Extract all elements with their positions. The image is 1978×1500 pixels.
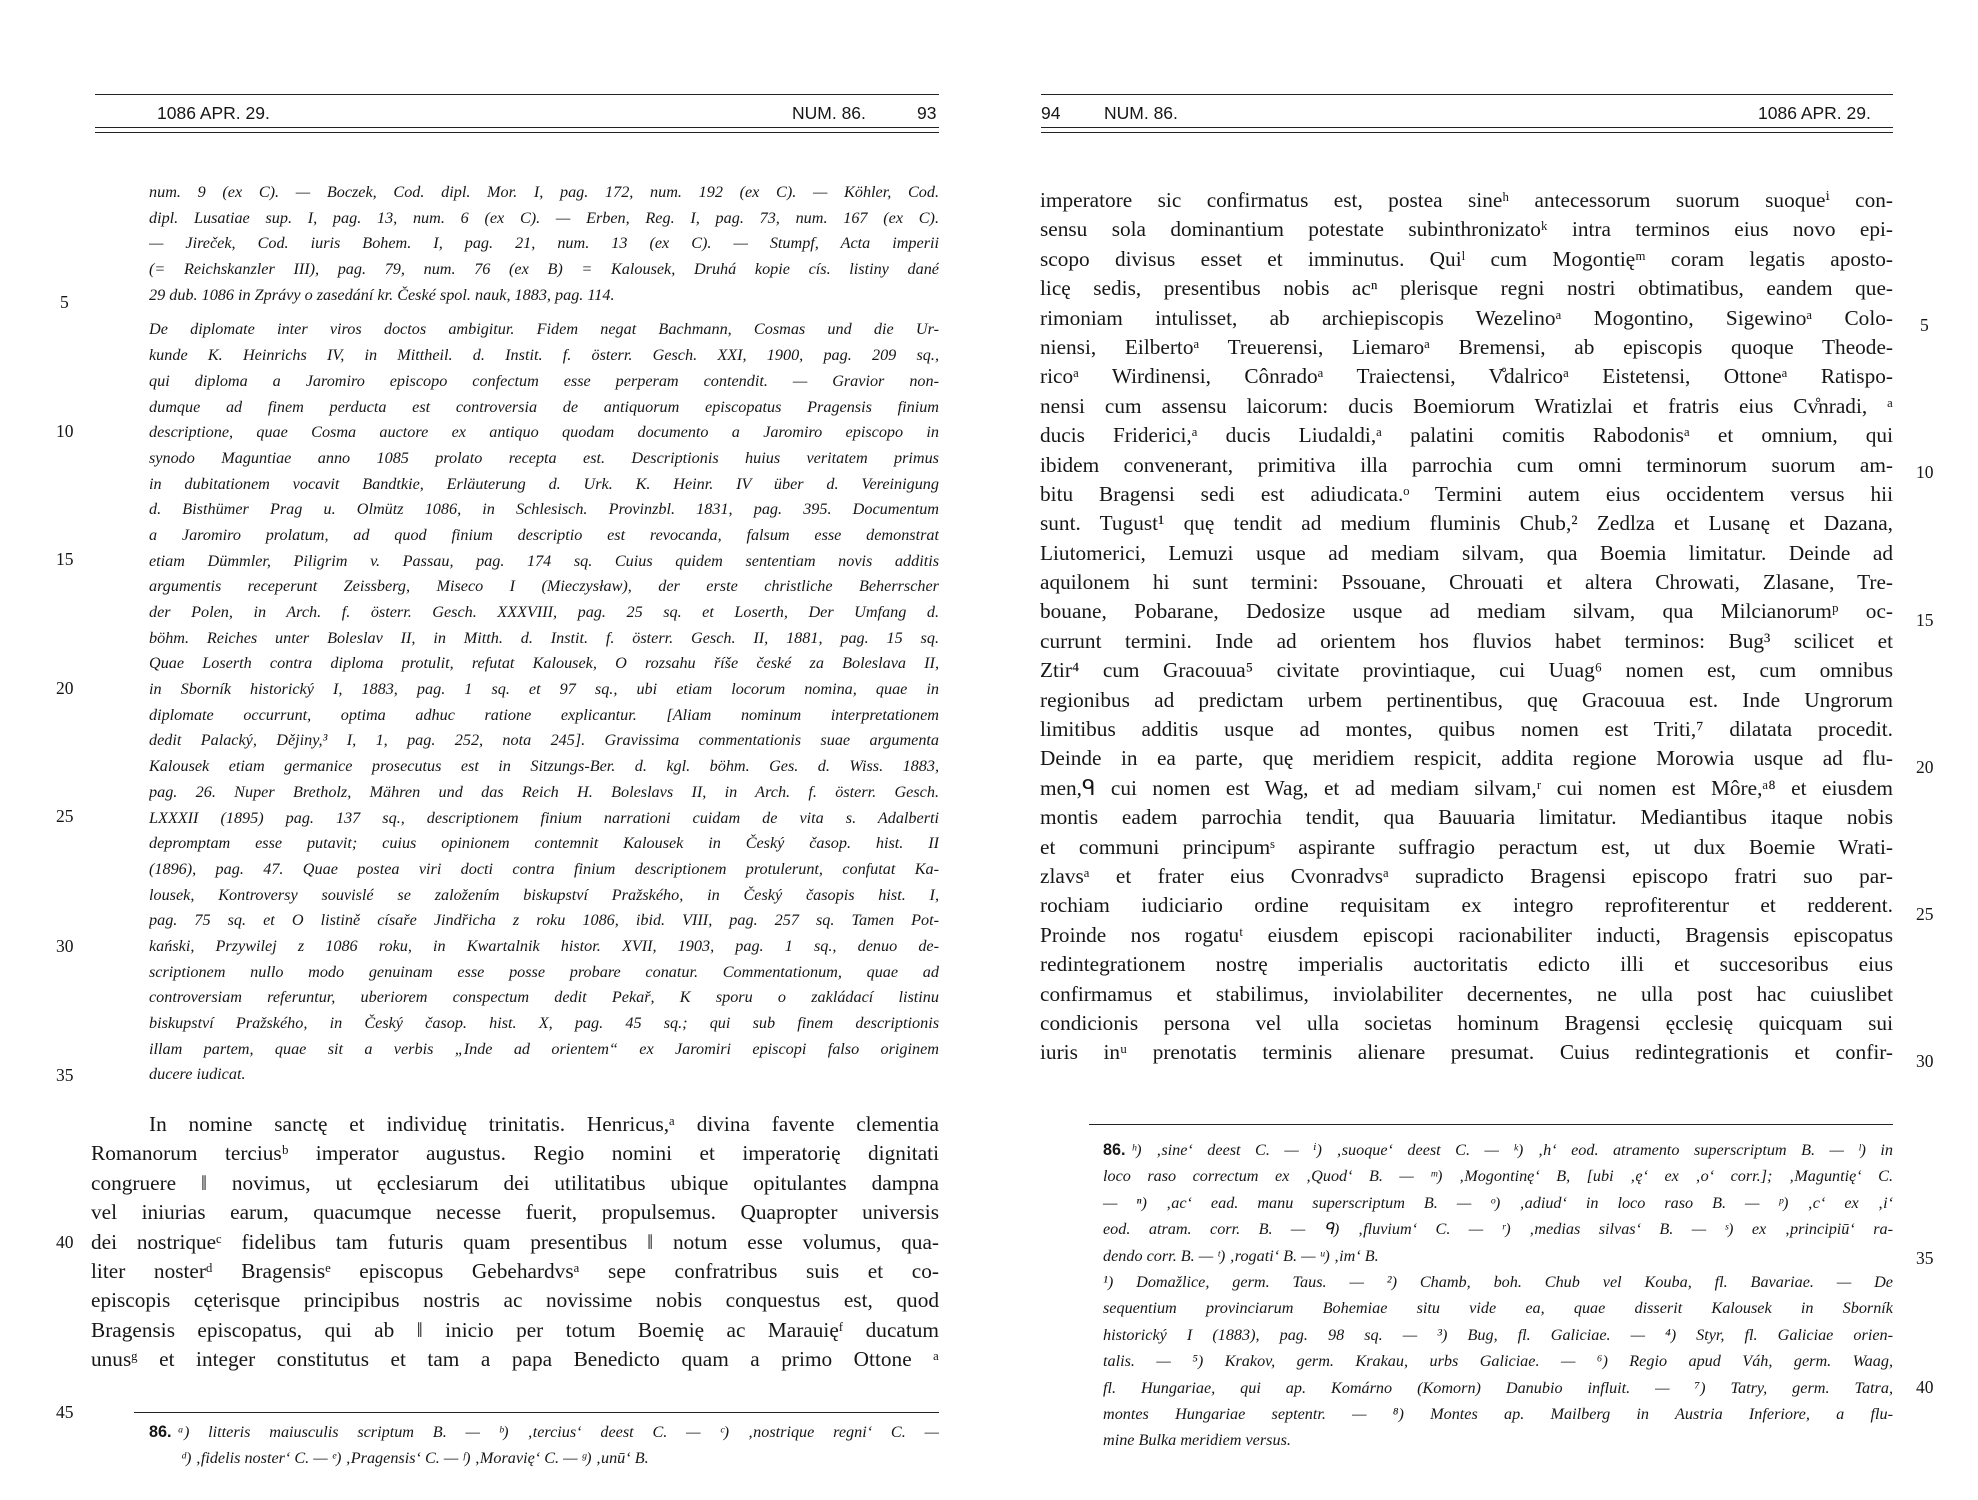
intro-line: biskupství Pražského, in Český časop. hist. X, pag. 45 sq.; qui sub finem descriptionis — [149, 1014, 939, 1032]
intro-line: etiam Dümmler, Piligrim v. Passau, pag. 174 sq. Cuius quidem sententiam novis additis — [149, 551, 939, 570]
charter-line: ducis Friderici,ᵃ ducis Liudaldi,ᵃ palatini comitis Rabodonisᵃ et omnium, qui — [1040, 423, 1893, 448]
line-number: 40 — [1916, 1377, 1934, 1397]
line-number: 45 — [56, 1402, 74, 1422]
charter-line: vel iniurias earum, quacumque necesse fuerit, propulsemus. Quapropter universis — [91, 1200, 939, 1225]
intro-line: qui diploma a Jaromiro episcopo confectum esse perperam contendit. — Gravior non- — [149, 371, 939, 390]
footnote-number: 86. — [149, 1423, 172, 1441]
line-number: 35 — [1916, 1248, 1934, 1268]
footnote-rule — [1089, 1124, 1893, 1125]
charter-text-right — [1040, 186, 1893, 1068]
footnote-line — [149, 1419, 939, 1445]
charter-line: rochiam iudiciario ordine requisitam ex integro reprofiterentur et redderent. — [1040, 893, 1893, 918]
footnote-line: ¹) Domažlice, germ. Taus. — ²) Chamb, boh. Chub vel Kouba, fl. Bavariae. — De — [1103, 1272, 1893, 1291]
charter-line: licę sedis, presentibus nobis acⁿ plerisque regni nostri obtimatibus, eandem que- — [1040, 276, 1893, 301]
line-number: 25 — [1916, 904, 1934, 924]
charter-line: congruere ‖ novimus, ut ęcclesiarum dei utilitatibus ubique opitulantes dampna — [91, 1170, 939, 1195]
line-number: 25 — [56, 806, 74, 826]
intro-line: dipl. Lusatiae sup. I, pag. 13, num. 6 (ex C). — Erben, Reg. I, pag. 73, num. 167 (ex C). — [149, 208, 939, 227]
intro-line: controversiam referuntur, uberiorem conspectum dedit Pekař, K sporu o zakládací listinu — [149, 988, 939, 1007]
line-number: 5 — [1920, 315, 1929, 335]
footnote-line: fl. Hungariae, qui ap. Komárno (Komorn) Danubio influit. — ⁷) Tatry, germ. Tatra, — [1103, 1378, 1893, 1397]
footnote-text: ᵃ) litteris maiusculis scriptum B. — ᵇ) ‚tercius‘ deest C. — ᶜ) ‚nostrique regni‘ C. — — [177, 1423, 939, 1441]
intro-gap — [149, 308, 939, 317]
intro-line: pag. 75 sq. et O listině císaře Jindřicha z roku 1086, ibid. VIII, pag. 257 sq. Tamen Pot- — [149, 911, 939, 930]
charter-line: et communi principumˢ aspirante suffragio peractum est, ut dux Boemie Wrati- — [1040, 834, 1893, 859]
charter-line: ricoᵃ Wirdinensi, Cônradoᵃ Traiectensi, V̊dalricoᵃ Eistetensi, Ottoneᵃ Ratispo- — [1040, 364, 1893, 389]
charter-line: Romanorum terciusᵇ imperator augustus. Regio nomini et imperatorię dignitati — [91, 1141, 939, 1166]
intro-line: diplomate occurrunt, optima adhuc ratione explicantur. [Aliam nominum interpretationem — [149, 705, 939, 724]
line-number: 20 — [56, 678, 74, 698]
charter-line: condicionis persona vel ulla societas hominum Bragensi ęcclesię quicquam sui — [1040, 1010, 1893, 1035]
charter-line: Liutomerici, Lemuzi usque ad mediam silvam, qua Boemia limitatur. Deinde ad — [1040, 540, 1893, 565]
charter-line: Ztir⁴ cum Gracouua⁵ civitate provintiaque, cui Uuag⁶ nomen est, cum omnibus — [1040, 658, 1893, 683]
charter-line: limitibus additis usque ad montes, quibus nomen est Triti,⁷ dilatata procedit. — [1040, 717, 1893, 742]
intro-line: num. 9 (ex C). — Boczek, Cod. dipl. Mor. I, pag. 172, num. 192 (ex C). — Köhler, Cod. — [149, 183, 939, 201]
charter-line: nensi cum assensu laicorum: ducis Boemiorum Wratizlai et fratris eius Cv̊nradi, ᵃ — [1040, 393, 1893, 418]
left-header-num: NUM. 86. — [792, 103, 866, 123]
charter-line: currunt termini. Inde ad orientem hos fluvios habet terminos: Bug³ scilicet et — [1040, 628, 1893, 653]
intro-line: synodo Maguntiae anno 1085 prolato recepta est. Descriptionis huius veritatem primus — [149, 448, 939, 467]
charter-line: bitu Bragensi sedi est adiudicata.ᵒ Termini autem eius occidentem versus hii — [1040, 481, 1893, 506]
intro-line: in dubitationem vocavit Bandtkie, Erläuterung d. Urk. K. Heinr. IV über d. Vereinigung — [149, 474, 939, 493]
charter-line: Bragensis episcopatus, qui ab ‖ inicio per totum Boemię ac Marauięᶠ ducatum — [91, 1317, 939, 1342]
charter-line: bouane, Pobarane, Dedosize usque ad mediam silvam, qua Milcianorumᵖ oc- — [1040, 599, 1893, 624]
footnote-line: montes Hungariae septentr. — ⁸) Montes ap. Mailberg in Austria Inferiore, a flu- — [1103, 1404, 1893, 1423]
footnote-line: historický I (1883), pag. 98 sq. — ³) Bug, fl. Galiciae. — ⁴) Styr, fl. Galiciae orien- — [1103, 1325, 1893, 1344]
intro-line: — Jireček, Cod. iuris Bohem. I, pag. 21, num. 13 (ex C). — Stumpf, Acta imperii — [149, 234, 939, 253]
charter-line: rimoniam intulisset, ab archiepiscopis Wezelinoᵃ Mogontino, Sigewinoᵃ Colo- — [1040, 305, 1893, 330]
footnote-line: eod. atram. corr. B. — ᑫ) ‚fluvium‘ C. — ʳ) ‚medias silvas‘ B. — ˢ) ex ‚principiū‘ ra- — [1103, 1220, 1893, 1239]
intro-line: Quae Loserth contra diploma protulit, refutat Kalousek, O rozsahu říše české za Boleslava II, — [149, 654, 939, 673]
line-number: 30 — [56, 936, 74, 956]
intro-line: böhm. Reiches unter Boleslav II, in Mitth. d. Instit. f. österr. Gesch. II, 1881, pag. 15 sq. — [149, 628, 939, 647]
charter-line: sensu sola dominantium potestate subinthronizatoᵏ intra terminos eius novo epi- — [1040, 217, 1893, 242]
right-page — [989, 0, 1978, 1500]
charter-line: scopo divisus esset et imminutus. Quiˡ cum Mogontięᵐ coram legatis aposto- — [1040, 246, 1893, 271]
charter-line: Deinde in ea parte, quę meridiem respicit, addita regione Morowia usque ad flu- — [1040, 746, 1893, 771]
line-number: 40 — [56, 1232, 74, 1252]
footnote-line — [1093, 1137, 1893, 1163]
footnote-number: 86. — [1103, 1141, 1126, 1159]
intro-line: kański, Przywilej z 1086 roku, in Kwartalnik histor. XVII, 1903, pag. 1 sq., denuo de- — [149, 936, 939, 955]
intro-line: ducere iudicat. — [149, 1065, 246, 1084]
intro-line: (1896), pag. 47. Quae postea viri docti contra finium descriptionem protulerunt, confutat Ka- — [149, 859, 939, 878]
charter-line: imperatore sic confirmatus est, postea sineʰ antecessorum suorum suoqueⁱ con- — [1040, 188, 1893, 212]
line-number: 35 — [56, 1065, 74, 1085]
intro-line: kunde K. Heinrichs IV, in Mittheil. d. Instit. f. österr. Gesch. XXI, 1900, pag. 209 sq., — [149, 346, 939, 365]
charter-line: redintegrationem nostrę imperialis auctoritatis edicto illi et succesoribus eius — [1040, 952, 1893, 977]
left-header-date: 1086 APR. 29. — [157, 103, 270, 123]
charter-line: zlavsᵃ et frater eius Cvonradvsᵃ supradicto Bragensi episcopo fratri suo par- — [1040, 863, 1893, 888]
charter-line: In nomine sanctę et individuę trinitatis. Henricus,ᵃ divina favente clementia — [149, 1112, 939, 1136]
intro-line: pag. 26. Nuper Bretholz, Mähren und das Reich H. Boleslavs II, in Arch. f. österr. Gesch. — [149, 782, 939, 801]
footnote-text: ʰ) ‚sine‘ deest C. — ⁱ) ‚suoque‘ deest C. — ᵏ) ‚h‘ eod. atramento superscriptum B. — ˡ) in — [1131, 1141, 1893, 1159]
footnote-line: loco raso correctum ex ‚Quod‘ B. — ᵐ) ‚Mogontinę‘ B, [ubi ‚ę‘ ex ‚o‘ corr.]; ‚Maguntię‘ C. — [1103, 1167, 1893, 1186]
intro-line: dedit Palacký, Dějiny,³ I, 1, pag. 252, nota 245]. Gravissima commentationis suae argumenta — [149, 731, 939, 750]
charter-line: dei nostriqueᶜ fidelibus tam futuris quam presentibus ‖ notum esse volumus, qua- — [91, 1229, 939, 1254]
left-header-page-number: 93 — [917, 103, 937, 123]
right-header-date: 1086 APR. 29. — [1758, 103, 1871, 123]
charter-line: unusᵍ et integer constitutus et tam a papa Benedicto quam a primo Ottone ᵃ — [91, 1347, 939, 1372]
charter-line: regionibus ad predictam urbem pertinentibus, quę Gracouua est. Inde Ungrorum — [1040, 687, 1893, 712]
line-number: 5 — [60, 292, 69, 312]
charter-line: ibidem convenerant, primitiva illa parrochia cum omni terminorum suorum am- — [1040, 452, 1893, 477]
intro-line: descriptione, quae Cosma auctore ex antiquo quodam documento a Jaromiro episcopo in — [149, 423, 939, 442]
line-number: 15 — [56, 549, 74, 569]
line-number: 30 — [1916, 1051, 1934, 1071]
line-number: 15 — [1916, 610, 1934, 630]
intro-line: scriptionem nullo modo genuinam esse posse probare conatur. Commentationum, quae ad — [149, 962, 939, 981]
left-running-header — [95, 94, 939, 133]
footnotes-right — [1093, 1137, 1893, 1454]
intro-line: De diplomate inter viros doctos ambigitur. Fidem negat Bachmann, Cosmas und die Ur- — [149, 320, 939, 339]
intro-commentary — [149, 317, 939, 1088]
charter-line: episcopis cęterisque principibus nostris ac novissime nobis conquestus est, quod — [91, 1288, 939, 1313]
intro-line: in Sborník historický I, 1883, pag. 1 sq. et 97 sq., ubi etiam locorum nomina, quae in — [149, 680, 939, 699]
intro-line: dumque ad finem perducta est controversia de antiquorum episcopatus Pragensis finium — [149, 397, 939, 416]
charter-line: niensi, Eilbertoᵃ Treuerensi, Liemaroᵃ Bremensi, ab episcopis quoque Theode- — [1040, 334, 1893, 359]
intro-line: (= Reichskanzler III), pag. 79, num. 76 (ex B) = Kalousek, Druhá kopie cís. listiny dané — [149, 260, 939, 279]
line-number: 10 — [1916, 462, 1934, 482]
intro-line: argumentis receperunt Zeissberg, Miseco I (Mieczysław), der erste christliche Beherrscher — [149, 577, 939, 596]
charter-text-left — [91, 1110, 939, 1375]
footnote-line: — ⁿ) ‚ac‘ ead. manu superscriptum B. — ᵒ) ‚adiud‘ in loco raso B. — ᵖ) ‚c‘ ex ‚i‘ — [1103, 1193, 1893, 1212]
intro-line: depromptam esse putavit; cuius opinionem contemnit Kalousek in Český časop. hist. II — [149, 834, 939, 853]
intro-apparatus — [149, 180, 939, 1088]
intro-line: a Jaromiro prolatum, ad quod finium descriptio est revocanda, falsum esse demonstrat — [149, 525, 939, 544]
footnotes-left — [149, 1419, 939, 1472]
line-number: 10 — [56, 421, 74, 441]
right-running-header — [1041, 94, 1893, 133]
footnote-line: ᵈ) ‚fidelis noster‘ C. — ᵉ) ‚Pragensis‘ C. — ᶠ) ‚Moravię‘ C. — ᵍ) ‚unū‘ B. — [181, 1449, 649, 1468]
charter-line: aquilonem hi sunt termini: Pssouane, Chrouati et altera Chrowati, Zlasane, Tre- — [1040, 570, 1893, 595]
intro-line: LXXXII (1895) pag. 137 sq., descriptionem finium narrationi cuidam de vita s. Adalberti — [149, 808, 939, 827]
charter-line: liter nosterᵈ Bragensisᵉ episcopus Gebehardvsᵃ sepe confratribus suis et co- — [91, 1258, 939, 1283]
right-header-page-number: 94 — [1041, 103, 1061, 123]
intro-line: der Polen, in Arch. f. österr. Gesch. XXXVIII, pag. 25 sq. et Loserth, Der Umfang d. — [149, 603, 939, 621]
footnote-line: mine Bulka meridiem versus. — [1103, 1431, 1291, 1450]
charter-line: Proinde nos rogatuᵗ eiusdem episcopi racionabiliter inducti, Bragensis episcopatus — [1040, 922, 1893, 947]
line-number: 20 — [1916, 757, 1934, 777]
intro-line: 29 dub. 1086 in Zprávy o zasedání kr. České spol. nauk, 1883, pag. 114. — [149, 285, 615, 304]
intro-line: Kalousek etiam germanice prosecutus est in Sitzungs-Ber. d. kgl. böhm. Ges. d. Wiss. 1883, — [149, 757, 939, 776]
intro-line: illam partem, quae sit a verbis „Inde ad orientem“ ex Jaromiri episcopi falso originem — [149, 1039, 939, 1058]
intro-line: d. Bisthümer Prag u. Olmütz 1086, in Schlesisch. Provinzbl. 1831, pag. 395. Documentum — [149, 500, 939, 519]
charter-line: confirmamus et stabilimus, inviolabiliter decernentes, ne ulla post hac cuiuslibet — [1040, 981, 1893, 1006]
intro-bibliography — [149, 180, 939, 308]
charter-line: sunt. Tugust¹ quę tendit ad medium fluminis Chub,² Zedlza et Lusanę et Dazana, — [1040, 511, 1893, 536]
footnote-line: sequentium provinciarum Bohemiae situ vide ea, quae disserit Kalousek in Sborník — [1103, 1299, 1893, 1318]
footnote-line: talis. — ⁵) Krakov, germ. Krakau, urbs Galiciae. — ⁶) Regio apud Váh, germ. Waag, — [1103, 1352, 1893, 1371]
charter-line: iuris inᵘ prenotatis terminis alienare presumat. Cuius redintegrationis et confir- — [1040, 1040, 1893, 1065]
footnote-rule — [134, 1412, 939, 1413]
charter-line: men,ᑫ cui nomen est Wag, et ad mediam silvam,ʳ cui nomen est Môre,ᵃ⁸ et eiusdem — [1040, 775, 1893, 800]
intro-line: lousek, Kontroversy souvislé se založením biskupství Pražského, in Český časopis hist. I, — [149, 885, 939, 904]
charter-line: montis eadem parrochia tendit, qua Bauuaria limitatur. Mediantibus itaque nobis — [1040, 805, 1893, 830]
footnote-line: dendo corr. B. — ᵗ) ‚rogati‘ B. — ᵘ) ‚im‘ B. — [1103, 1246, 1379, 1265]
right-header-num: NUM. 86. — [1104, 103, 1178, 123]
